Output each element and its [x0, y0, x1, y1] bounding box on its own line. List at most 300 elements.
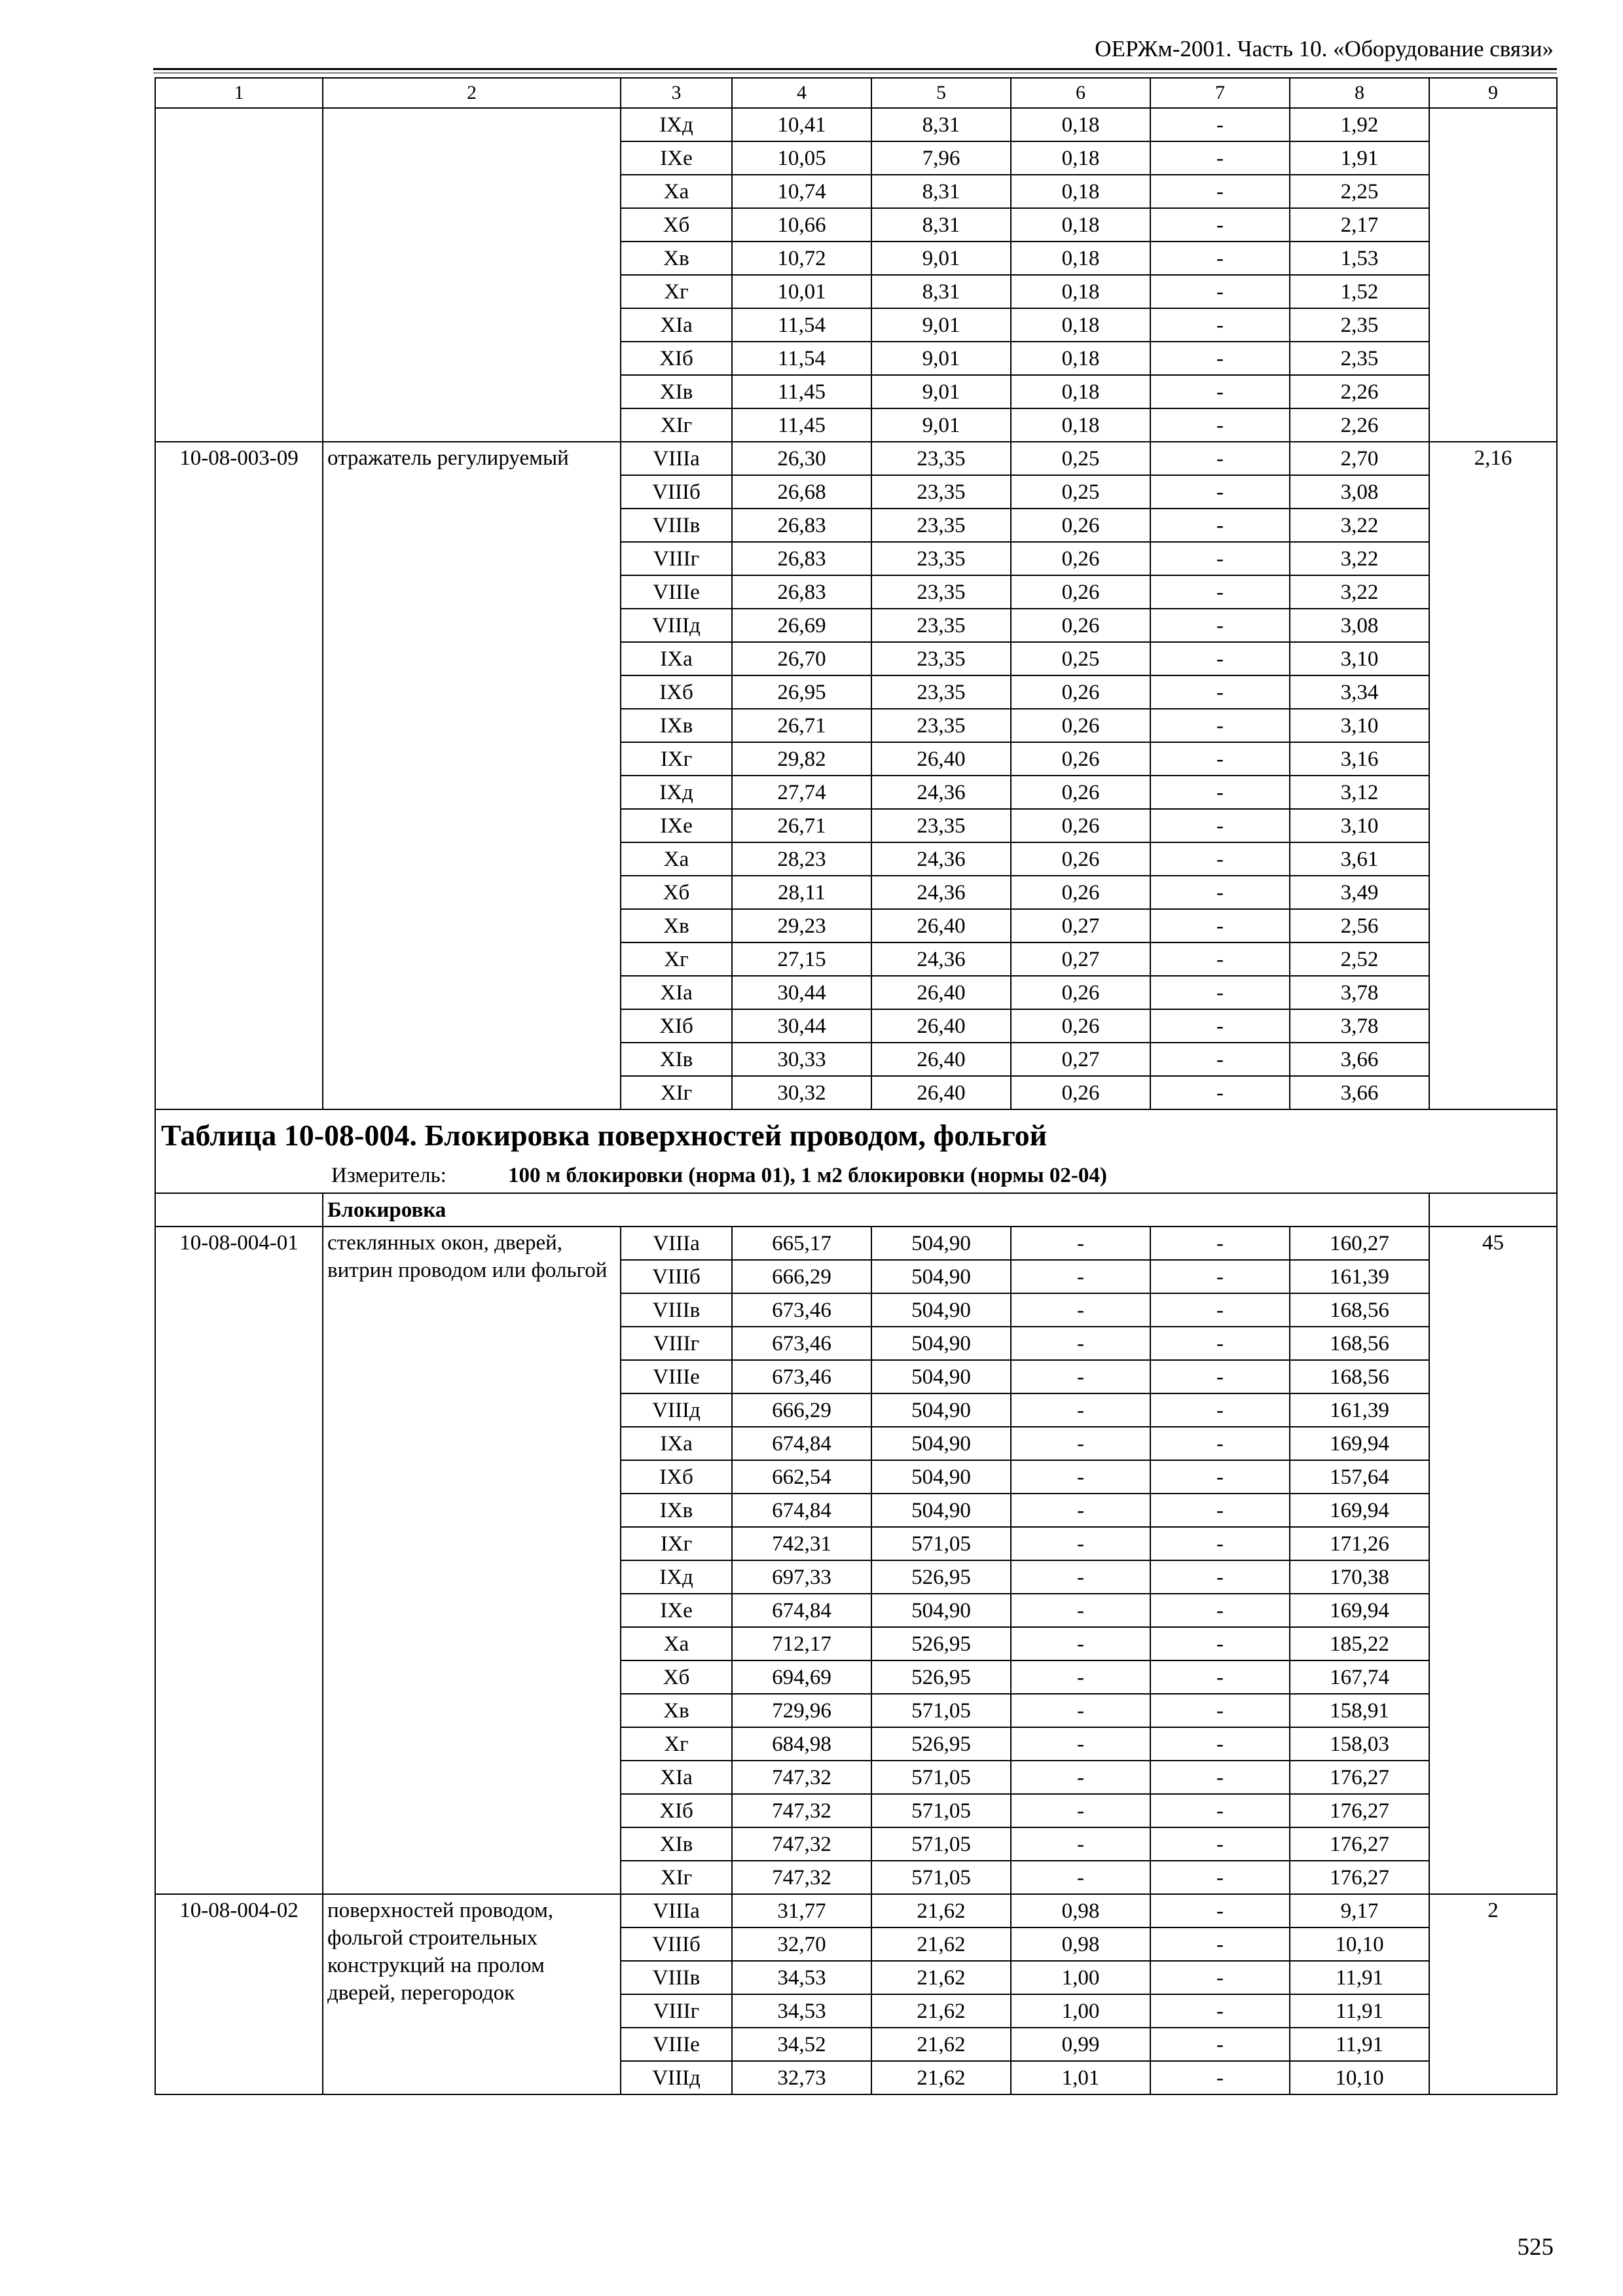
table-cell: 673,46 — [732, 1293, 871, 1327]
table-cell: 23,35 — [871, 475, 1011, 509]
table-cell: 0,25 — [1011, 475, 1150, 509]
table-cell: IXд — [621, 108, 732, 141]
table-cell: VIIIа — [621, 442, 732, 475]
table-cell: - — [1150, 1427, 1290, 1460]
rate-coefficient: 45 — [1429, 1227, 1557, 1894]
table-cell: 34,53 — [732, 1961, 871, 1994]
table-cell: 27,15 — [732, 942, 871, 976]
table-cell: 0,25 — [1011, 442, 1150, 475]
table-row — [155, 1227, 1557, 1260]
table-cell: 3,22 — [1290, 509, 1429, 542]
table-cell: 0,18 — [1011, 175, 1150, 208]
table-cell: 30,32 — [732, 1076, 871, 1109]
table-cell: 0,26 — [1011, 776, 1150, 809]
table-cell: 26,30 — [732, 442, 871, 475]
table-cell: IXб — [621, 675, 732, 709]
table-cell: - — [1011, 1527, 1150, 1560]
table-cell: - — [1011, 1393, 1150, 1427]
section-label: Блокировка — [323, 1193, 1429, 1227]
table-cell: 161,39 — [1290, 1260, 1429, 1293]
table-cell: 10,05 — [732, 141, 871, 175]
table-cell: 3,78 — [1290, 976, 1429, 1009]
table-cell: 9,01 — [871, 408, 1011, 442]
table-cell: - — [1150, 208, 1290, 242]
table-cell: 26,69 — [732, 609, 871, 642]
table-cell: - — [1011, 1293, 1150, 1327]
table-cell: - — [1150, 842, 1290, 876]
table-cell: 169,94 — [1290, 1427, 1429, 1460]
table-cell: 571,05 — [871, 1794, 1011, 1827]
table-cell: 0,26 — [1011, 742, 1150, 776]
table-cell: 157,64 — [1290, 1460, 1429, 1494]
unit-label: Измеритель: — [331, 1164, 447, 1187]
table-cell: 32,70 — [732, 1928, 871, 1961]
table-cell: - — [1150, 1660, 1290, 1694]
table-cell: - — [1150, 1460, 1290, 1494]
table-cell: - — [1150, 1994, 1290, 2028]
table-cell: 0,26 — [1011, 842, 1150, 876]
table-cell: - — [1011, 1360, 1150, 1393]
table-cell: - — [1011, 1694, 1150, 1727]
table-cell: 0,26 — [1011, 709, 1150, 742]
table-cell: VIIIб — [621, 1260, 732, 1293]
table-cell: - — [1011, 1827, 1150, 1861]
table-cell: - — [1150, 709, 1290, 742]
table-cell: 747,32 — [732, 1861, 871, 1894]
table-cell: XIв — [621, 1043, 732, 1076]
page-number: 525 — [1517, 2234, 1554, 2261]
table-cell: 158,91 — [1290, 1694, 1429, 1727]
table-cell: - — [1150, 1861, 1290, 1894]
table-cell: 0,18 — [1011, 242, 1150, 275]
table-cell: 9,01 — [871, 342, 1011, 375]
table-cell: 526,95 — [871, 1560, 1011, 1594]
table-cell: 504,90 — [871, 1360, 1011, 1393]
table-cell: 526,95 — [871, 1627, 1011, 1660]
table-cell: 176,27 — [1290, 1761, 1429, 1794]
table-cell: VIIIа — [621, 1227, 732, 1260]
table-cell: 0,18 — [1011, 108, 1150, 141]
table-cell: 747,32 — [732, 1794, 871, 1827]
table-cell: 10,74 — [732, 175, 871, 208]
table-cell: - — [1150, 1360, 1290, 1393]
table-cell: 673,46 — [732, 1360, 871, 1393]
table-cell: XIа — [621, 308, 732, 342]
table-cell: VIIIе — [621, 1360, 732, 1393]
table-cell: 673,46 — [732, 1327, 871, 1360]
table-cell: IXв — [621, 1494, 732, 1527]
table-cell: - — [1011, 1227, 1150, 1260]
table-cell: 176,27 — [1290, 1794, 1429, 1827]
table-cell: 504,90 — [871, 1227, 1011, 1260]
table-cell: 684,98 — [732, 1727, 871, 1761]
table-cell: Xв — [621, 242, 732, 275]
table-cell: - — [1150, 809, 1290, 842]
table-cell: - — [1150, 642, 1290, 675]
table-cell: IXе — [621, 809, 732, 842]
rate-coefficient: 2,16 — [1429, 442, 1557, 1109]
table-cell: - — [1011, 1627, 1150, 1660]
column-number: 2 — [323, 78, 621, 108]
table-cell: XIв — [621, 1827, 732, 1861]
table-cell: 26,70 — [732, 642, 871, 675]
table-cell: VIIIа — [621, 1894, 732, 1928]
table-cell: Xа — [621, 1627, 732, 1660]
unit-row — [155, 1158, 1557, 1193]
table-cell: - — [1150, 275, 1290, 308]
table-cell: 3,10 — [1290, 642, 1429, 675]
table-cell: XIв — [621, 375, 732, 408]
table-cell: 1,01 — [1011, 2061, 1150, 2094]
table-cell: 742,31 — [732, 1527, 871, 1560]
table-cell: - — [1150, 1494, 1290, 1527]
table-cell: 3,78 — [1290, 1009, 1429, 1043]
table-cell: VIIIд — [621, 2061, 732, 2094]
table-cell: 526,95 — [871, 1727, 1011, 1761]
table-cell: 169,94 — [1290, 1494, 1429, 1527]
table-cell: 34,53 — [732, 1994, 871, 2028]
table-cell: - — [1011, 1794, 1150, 1827]
table-cell: - — [1150, 2061, 1290, 2094]
table-cell: 3,49 — [1290, 876, 1429, 909]
column-number: 3 — [621, 78, 732, 108]
table-cell: - — [1150, 1761, 1290, 1794]
unit-cell — [155, 1158, 1557, 1193]
table-cell: - — [1150, 108, 1290, 141]
table-cell: 2,25 — [1290, 175, 1429, 208]
table-cell: 21,62 — [871, 2028, 1011, 2061]
table-cell: 504,90 — [871, 1393, 1011, 1427]
table-cell: 0,18 — [1011, 275, 1150, 308]
table-cell: IXа — [621, 1427, 732, 1460]
table-cell: 2,26 — [1290, 408, 1429, 442]
table-cell: 8,31 — [871, 275, 1011, 308]
table-cell: XIа — [621, 976, 732, 1009]
table-cell: VIIIб — [621, 1928, 732, 1961]
table-title-row — [155, 1109, 1557, 1158]
table-cell: 21,62 — [871, 2061, 1011, 2094]
table-cell: - — [1150, 942, 1290, 976]
table-cell: - — [1150, 575, 1290, 609]
table-cell: VIIIв — [621, 1293, 732, 1327]
table-cell: 10,72 — [732, 242, 871, 275]
rate-code: 10-08-003-09 — [155, 442, 323, 1109]
table-cell: IXа — [621, 642, 732, 675]
table-cell: 26,40 — [871, 1009, 1011, 1043]
table-cell: - — [1150, 1260, 1290, 1293]
table-cell: - — [1150, 1527, 1290, 1560]
table-cell: 11,45 — [732, 375, 871, 408]
table-cell: 26,40 — [871, 742, 1011, 776]
section-row — [155, 1193, 1557, 1227]
rate-code: 10-08-004-01 — [155, 1227, 323, 1894]
table-cell: 32,73 — [732, 2061, 871, 2094]
table-cell: 0,18 — [1011, 208, 1150, 242]
table-cell: 1,53 — [1290, 242, 1429, 275]
table-cell: 9,01 — [871, 375, 1011, 408]
table-cell: 504,90 — [871, 1293, 1011, 1327]
table-cell: IXг — [621, 1527, 732, 1560]
table-cell: 0,26 — [1011, 609, 1150, 642]
header-rule — [153, 68, 1557, 70]
table-cell: XIб — [621, 1009, 732, 1043]
table-cell: 23,35 — [871, 442, 1011, 475]
table-cell: 526,95 — [871, 1660, 1011, 1694]
table-cell: - — [1011, 1260, 1150, 1293]
table-cell: 0,18 — [1011, 141, 1150, 175]
table-cell: 666,29 — [732, 1260, 871, 1293]
table-cell: 0,27 — [1011, 1043, 1150, 1076]
table-cell: 26,71 — [732, 709, 871, 742]
table-cell: IXд — [621, 1560, 732, 1594]
table-cell: 23,35 — [871, 642, 1011, 675]
table-cell: - — [1150, 408, 1290, 442]
table-cell: XIг — [621, 1076, 732, 1109]
table-cell: 24,36 — [871, 842, 1011, 876]
table-cell: 666,29 — [732, 1393, 871, 1427]
table-cell: 3,66 — [1290, 1076, 1429, 1109]
table-cell: - — [1150, 1794, 1290, 1827]
table-cell: 10,66 — [732, 208, 871, 242]
table-cell: 697,33 — [732, 1560, 871, 1594]
table-cell: 26,83 — [732, 542, 871, 575]
table-cell: 24,36 — [871, 776, 1011, 809]
table-cell: 10,10 — [1290, 1928, 1429, 1961]
table-cell: - — [1150, 1694, 1290, 1727]
table-cell: - — [1150, 442, 1290, 475]
table-cell: 0,26 — [1011, 509, 1150, 542]
table-cell: - — [1150, 1827, 1290, 1861]
table-cell: 674,84 — [732, 1427, 871, 1460]
table-cell: 3,22 — [1290, 542, 1429, 575]
table-cell: - — [1150, 2028, 1290, 2061]
table-cell: 11,91 — [1290, 1961, 1429, 1994]
table-cell: 0,26 — [1011, 976, 1150, 1009]
table-cell: 729,96 — [732, 1694, 871, 1727]
table-cell: 23,35 — [871, 509, 1011, 542]
table-cell: 504,90 — [871, 1260, 1011, 1293]
table-cell: 0,26 — [1011, 575, 1150, 609]
rate-name — [323, 108, 621, 442]
table-cell: VIIIг — [621, 1994, 732, 2028]
table-cell: 11,91 — [1290, 2028, 1429, 2061]
table-cell: 21,62 — [871, 1994, 1011, 2028]
table-cell: 21,62 — [871, 1894, 1011, 1928]
table-cell: 21,62 — [871, 1961, 1011, 1994]
table-cell: Xа — [621, 175, 732, 208]
table-cell: VIIIб — [621, 475, 732, 509]
table-cell: 168,56 — [1290, 1293, 1429, 1327]
table-cell: VIIIе — [621, 575, 732, 609]
table-cell: VIIIд — [621, 1393, 732, 1427]
table-cell: 169,94 — [1290, 1594, 1429, 1627]
table-cell: Xг — [621, 275, 732, 308]
table-cell: 26,83 — [732, 575, 871, 609]
table-cell: 0,26 — [1011, 876, 1150, 909]
column-number: 8 — [1290, 78, 1429, 108]
table-cell: 3,08 — [1290, 475, 1429, 509]
table-cell: VIIIв — [621, 1961, 732, 1994]
table-cell: 662,54 — [732, 1460, 871, 1494]
table-cell: - — [1150, 742, 1290, 776]
table-cell: 11,54 — [732, 342, 871, 375]
rate-coefficient — [1429, 108, 1557, 442]
table-cell: 1,52 — [1290, 275, 1429, 308]
table-cell: 161,39 — [1290, 1393, 1429, 1427]
table-cell: 0,99 — [1011, 2028, 1150, 2061]
column-number: 6 — [1011, 78, 1150, 108]
table-cell: 28,23 — [732, 842, 871, 876]
table-cell: Xг — [621, 942, 732, 976]
table-cell: - — [1011, 1427, 1150, 1460]
table-cell: VIIIг — [621, 542, 732, 575]
table-cell: 26,40 — [871, 909, 1011, 942]
table-cell: 26,83 — [732, 509, 871, 542]
table-cell: 29,82 — [732, 742, 871, 776]
table-cell: - — [1150, 1393, 1290, 1427]
table-cell: 23,35 — [871, 609, 1011, 642]
table-cell: 0,26 — [1011, 809, 1150, 842]
table-cell: 28,11 — [732, 876, 871, 909]
table-cell: - — [1150, 242, 1290, 275]
table-cell: 2,35 — [1290, 308, 1429, 342]
table-cell: XIб — [621, 342, 732, 375]
table-cell: 0,18 — [1011, 375, 1150, 408]
table-row — [155, 442, 1557, 475]
table-cell: 26,40 — [871, 1043, 1011, 1076]
rate-name: поверхностей проводом, фольгой строительных конструкций на пролом дверей, перегородок — [323, 1894, 621, 2094]
table-cell: 694,69 — [732, 1660, 871, 1694]
table-cell: 3,10 — [1290, 709, 1429, 742]
unit-value: 100 м блокировки (норма 01), 1 м2 блокировки (нормы 02-04) — [508, 1164, 1107, 1187]
rates-table — [155, 77, 1558, 2095]
table-cell: 747,32 — [732, 1761, 871, 1794]
table-cell: XIг — [621, 1861, 732, 1894]
table-cell: - — [1150, 876, 1290, 909]
table-cell: VIIIд — [621, 609, 732, 642]
table-cell: - — [1011, 1460, 1150, 1494]
rate-name: отражатель регулируемый — [323, 442, 621, 1109]
table-cell: - — [1150, 475, 1290, 509]
table-cell: - — [1011, 1494, 1150, 1527]
table-cell: 8,31 — [871, 108, 1011, 141]
table-cell: 3,66 — [1290, 1043, 1429, 1076]
table-cell: 3,16 — [1290, 742, 1429, 776]
table-cell: VIIIг — [621, 1327, 732, 1360]
table-cell: - — [1150, 1043, 1290, 1076]
table-cell: 571,05 — [871, 1827, 1011, 1861]
table-cell: 2,35 — [1290, 342, 1429, 375]
table-cell: 26,68 — [732, 475, 871, 509]
table-cell: 1,91 — [1290, 141, 1429, 175]
table-cell: 665,17 — [732, 1227, 871, 1260]
table-cell: - — [1150, 175, 1290, 208]
table-cell: 29,23 — [732, 909, 871, 942]
table-cell: 168,56 — [1290, 1327, 1429, 1360]
table-cell: - — [1150, 1727, 1290, 1761]
table-cell: XIг — [621, 408, 732, 442]
table-cell: 571,05 — [871, 1761, 1011, 1794]
table-cell: 2,17 — [1290, 208, 1429, 242]
table-cell: 0,27 — [1011, 909, 1150, 942]
section-blank-cell — [1429, 1193, 1557, 1227]
table-cell: - — [1150, 1594, 1290, 1627]
rate-name: стеклянных окон, дверей, витрин проводом или фольгой — [323, 1227, 621, 1894]
table-cell: 3,10 — [1290, 809, 1429, 842]
table-cell: IXв — [621, 709, 732, 742]
column-number: 9 — [1429, 78, 1557, 108]
table-cell: 0,98 — [1011, 1894, 1150, 1928]
table-cell: 504,90 — [871, 1327, 1011, 1360]
table-cell: 0,18 — [1011, 342, 1150, 375]
table-cell: 168,56 — [1290, 1360, 1429, 1393]
table-cell: 0,25 — [1011, 642, 1150, 675]
rates-table-body — [155, 78, 1557, 2094]
table-cell: 571,05 — [871, 1527, 1011, 1560]
table-cell: - — [1150, 1327, 1290, 1360]
column-number: 4 — [732, 78, 871, 108]
table-cell: 171,26 — [1290, 1527, 1429, 1560]
table-cell: 26,95 — [732, 675, 871, 709]
table-cell: 712,17 — [732, 1627, 871, 1660]
table-cell: 9,01 — [871, 308, 1011, 342]
table-row — [155, 1894, 1557, 1928]
table-cell: 3,08 — [1290, 609, 1429, 642]
table-cell: - — [1011, 1861, 1150, 1894]
table-cell: 34,52 — [732, 2028, 871, 2061]
table-cell: Xв — [621, 1694, 732, 1727]
table-cell: - — [1150, 1928, 1290, 1961]
running-header: ОЕРЖм-2001. Часть 10. «Оборудование связи» — [1095, 36, 1554, 62]
table-cell: 2,26 — [1290, 375, 1429, 408]
table-cell: - — [1011, 1761, 1150, 1794]
table-cell: Xа — [621, 842, 732, 876]
table-cell: 30,44 — [732, 1009, 871, 1043]
table-cell: 10,01 — [732, 275, 871, 308]
table-cell: - — [1150, 542, 1290, 575]
table-cell: Xб — [621, 876, 732, 909]
column-number-row — [155, 78, 1557, 108]
table-cell: - — [1150, 909, 1290, 942]
table-cell: - — [1011, 1327, 1150, 1360]
table-cell: IXе — [621, 1594, 732, 1627]
table-row — [155, 108, 1557, 141]
table-cell: 0,98 — [1011, 1928, 1150, 1961]
table-cell: 2,52 — [1290, 942, 1429, 976]
table-cell: 24,36 — [871, 942, 1011, 976]
table-cell: 0,27 — [1011, 942, 1150, 976]
section-blank-cell — [155, 1193, 323, 1227]
table-cell: 1,92 — [1290, 108, 1429, 141]
table-cell: 11,45 — [732, 408, 871, 442]
table-cell: 0,26 — [1011, 1076, 1150, 1109]
table-cell: 571,05 — [871, 1861, 1011, 1894]
table-cell: 7,96 — [871, 141, 1011, 175]
table-cell: 504,90 — [871, 1460, 1011, 1494]
table-cell: 170,38 — [1290, 1560, 1429, 1594]
table-cell: - — [1150, 308, 1290, 342]
table-cell: 0,26 — [1011, 675, 1150, 709]
table-cell: - — [1150, 1961, 1290, 1994]
table-cell: 747,32 — [732, 1827, 871, 1861]
table-cell: 26,71 — [732, 809, 871, 842]
table-cell: 571,05 — [871, 1694, 1011, 1727]
table-cell: 160,27 — [1290, 1227, 1429, 1260]
table-cell: - — [1150, 375, 1290, 408]
table-cell: - — [1150, 776, 1290, 809]
table-cell: 23,35 — [871, 575, 1011, 609]
table-cell: - — [1150, 976, 1290, 1009]
